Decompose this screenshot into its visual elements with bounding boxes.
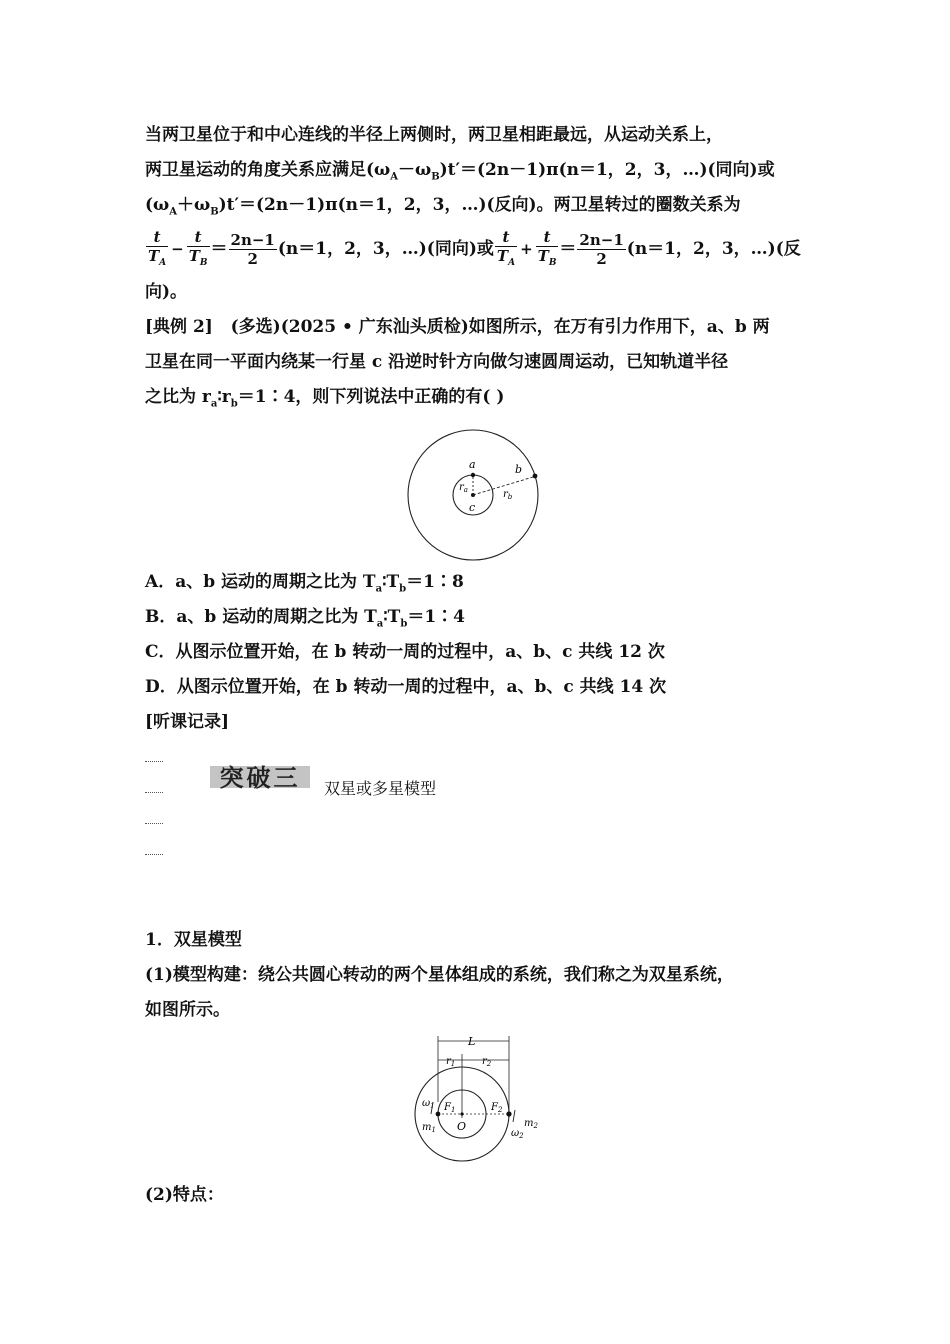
para1-line2: 两卫星运动的角度关系应满足$(\omega_A-\omega_B)t'=(2n-1)\pi(n=1$，2，3，…)(同向)或 <box>145 160 775 183</box>
label-w2: $\omega_2$ <box>511 1128 524 1140</box>
label-b: b <box>515 463 523 476</box>
binary-heading: 1．双星模型 <box>145 930 242 950</box>
fraction-rhs: $\frac{2n-1}{2}$ <box>230 231 275 268</box>
example-line3: 之比为 $r_a∶r_b=1∶4$，则下列说法中正确的有( ) <box>145 387 505 410</box>
option-d: D．从图示位置开始，在 b 转动一周的过程中，a、b、c 共线 14 次 <box>145 677 667 697</box>
label-L: L <box>468 1035 476 1048</box>
section-banner <box>210 760 310 790</box>
notes-label: [听课记录] <box>145 712 230 732</box>
label-r1: $r_1$ <box>446 1056 456 1068</box>
example-line2: 卫星在同一平面内绕某一行星 c 沿逆时针方向做匀速圆周运动，已知轨道半径 <box>145 352 729 372</box>
label-w1: $\omega_1$ <box>422 1098 435 1110</box>
option-c: C．从图示位置开始，在 b 转动一周的过程中，a、b、c 共线 12 次 <box>145 642 665 662</box>
example-label: [典例 2] <box>145 317 213 337</box>
section-title: 突破三 <box>219 764 301 792</box>
binary-features: (2)特点： <box>145 1185 224 1205</box>
option-b: B．a、b 运动的周期之比为 $T_a∶T_b=1∶4$ <box>145 607 465 630</box>
fraction-t-over-TA: $\frac{t}{T_A}$ <box>146 228 168 272</box>
orbit-figure <box>407 424 547 564</box>
label-rb: $r_b$ <box>503 489 513 501</box>
binary-desc-line1: (1)模型构建：绕公共圆心转动的两个星体组成的系统，我们称之为双星系统， <box>145 965 734 985</box>
label-m2: $m_2$ <box>524 1118 538 1130</box>
label-r2: $r_2$ <box>482 1056 492 1068</box>
center-O <box>460 1112 463 1115</box>
satellite-b <box>533 474 538 479</box>
example-line1 <box>145 310 810 345</box>
binary-star-figure <box>408 1030 698 1170</box>
fraction-t-over-TB-2: $\frac{t}{T_B}$ <box>536 228 559 272</box>
notes-dotted-line <box>145 759 163 762</box>
star-m1 <box>436 1112 441 1117</box>
option-a: A．a、b 运动的周期之比为 $T_a∶T_b=1∶8$ <box>145 572 464 595</box>
para1-formula-line: $\frac{t}{T_A}$ − $\frac{t}{T_B}$ ＝ $\frac{2n-1}{2}$ (n＝1，2，3，…)(同向)或 $\frac{t}{T_A}$ + $\frac{t}{T_B}$ ＝ $\frac{2n-1}{2}$ (n＝1，2，3，…)(反 <box>145 223 810 275</box>
label-m1: $m_1$ <box>422 1122 436 1134</box>
section-subtitle: 双星或多星模型 <box>324 779 437 798</box>
document-page <box>145 118 810 732</box>
fraction-rhs-2: $\frac{2n-1}{2}$ <box>579 231 624 268</box>
label-F2: $F_2$ <box>491 1102 503 1114</box>
notes-dotted-line <box>145 790 163 793</box>
para1-line5: 向)。 <box>145 282 188 302</box>
satellite-a <box>471 473 475 477</box>
arrow-w2 <box>513 1110 515 1122</box>
label-O: O <box>457 1120 467 1133</box>
label-ra: $r_a$ <box>459 482 468 494</box>
binary-desc-line2: 如图所示。 <box>145 1000 230 1020</box>
label-c: c <box>469 501 476 514</box>
para1-line3: $(\omega_A+\omega_B)t'=(2n-1)\pi(n=1$，2，3，…)(反向)。两卫星转过的圈数关系为 <box>145 195 741 218</box>
label-F1: $F_1$ <box>444 1102 456 1114</box>
fraction-t-over-TB: $\frac{t}{T_B}$ <box>187 228 210 272</box>
notes-dotted-line <box>145 852 163 855</box>
notes-dotted-line <box>145 821 163 824</box>
example-source: (多选)(2025 • 广东汕头质检)如图所示，在万有引力作用下，a、b 两 <box>230 317 770 337</box>
fraction-t-over-TA-2: $\frac{t}{T_A}$ <box>495 228 517 272</box>
para1-line1: 当两卫星位于和中心连线的半径上两侧时，两卫星相距最远，从运动关系上， <box>145 125 723 145</box>
star-m2 <box>506 1111 511 1116</box>
label-a: a <box>469 458 476 471</box>
